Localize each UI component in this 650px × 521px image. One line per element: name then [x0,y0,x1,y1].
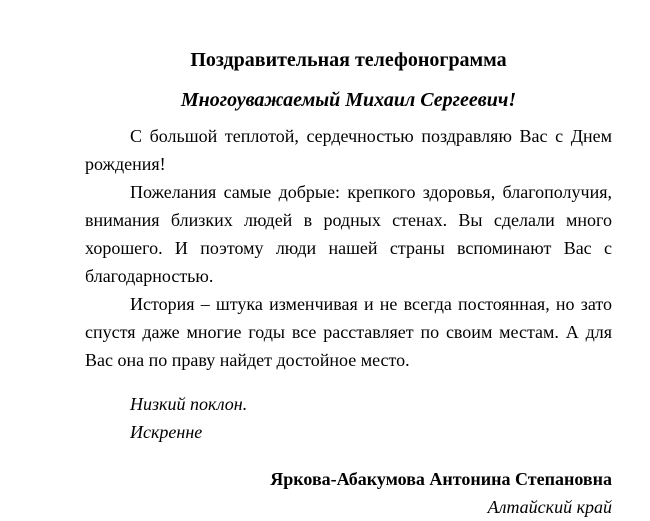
document-title: Поздравительная телефонограмма [190,49,507,71]
signature-name: Яркова-Абакумова Антонина Степановна [270,469,612,489]
body-paragraph-2: Пожелания самые добрые: крепкого здоровья, благополучия, внимания близких людей в родных стенах. Вы сделали много хорошего. И поэтому люди нашей страны вспоминают Вас с благодарностью. [85,182,612,286]
closing-line-2: Искренне [130,422,203,442]
body-paragraph-3: История – штука изменчивая и не всегда постоянная, но зато спустя даже многие годы все расставляет по своим местам. А для Вас она по праву найдет достойное место. [85,294,612,370]
signature-region: Алтайский край [487,497,612,517]
closing-line-1: Низкий поклон. [130,394,248,414]
salutation-line: Многоуважаемый Михаил Сергеевич! [180,89,517,111]
body-paragraph-1: С большой теплотой, сердечностью поздравляю Вас с Днем рождения! [85,126,612,174]
